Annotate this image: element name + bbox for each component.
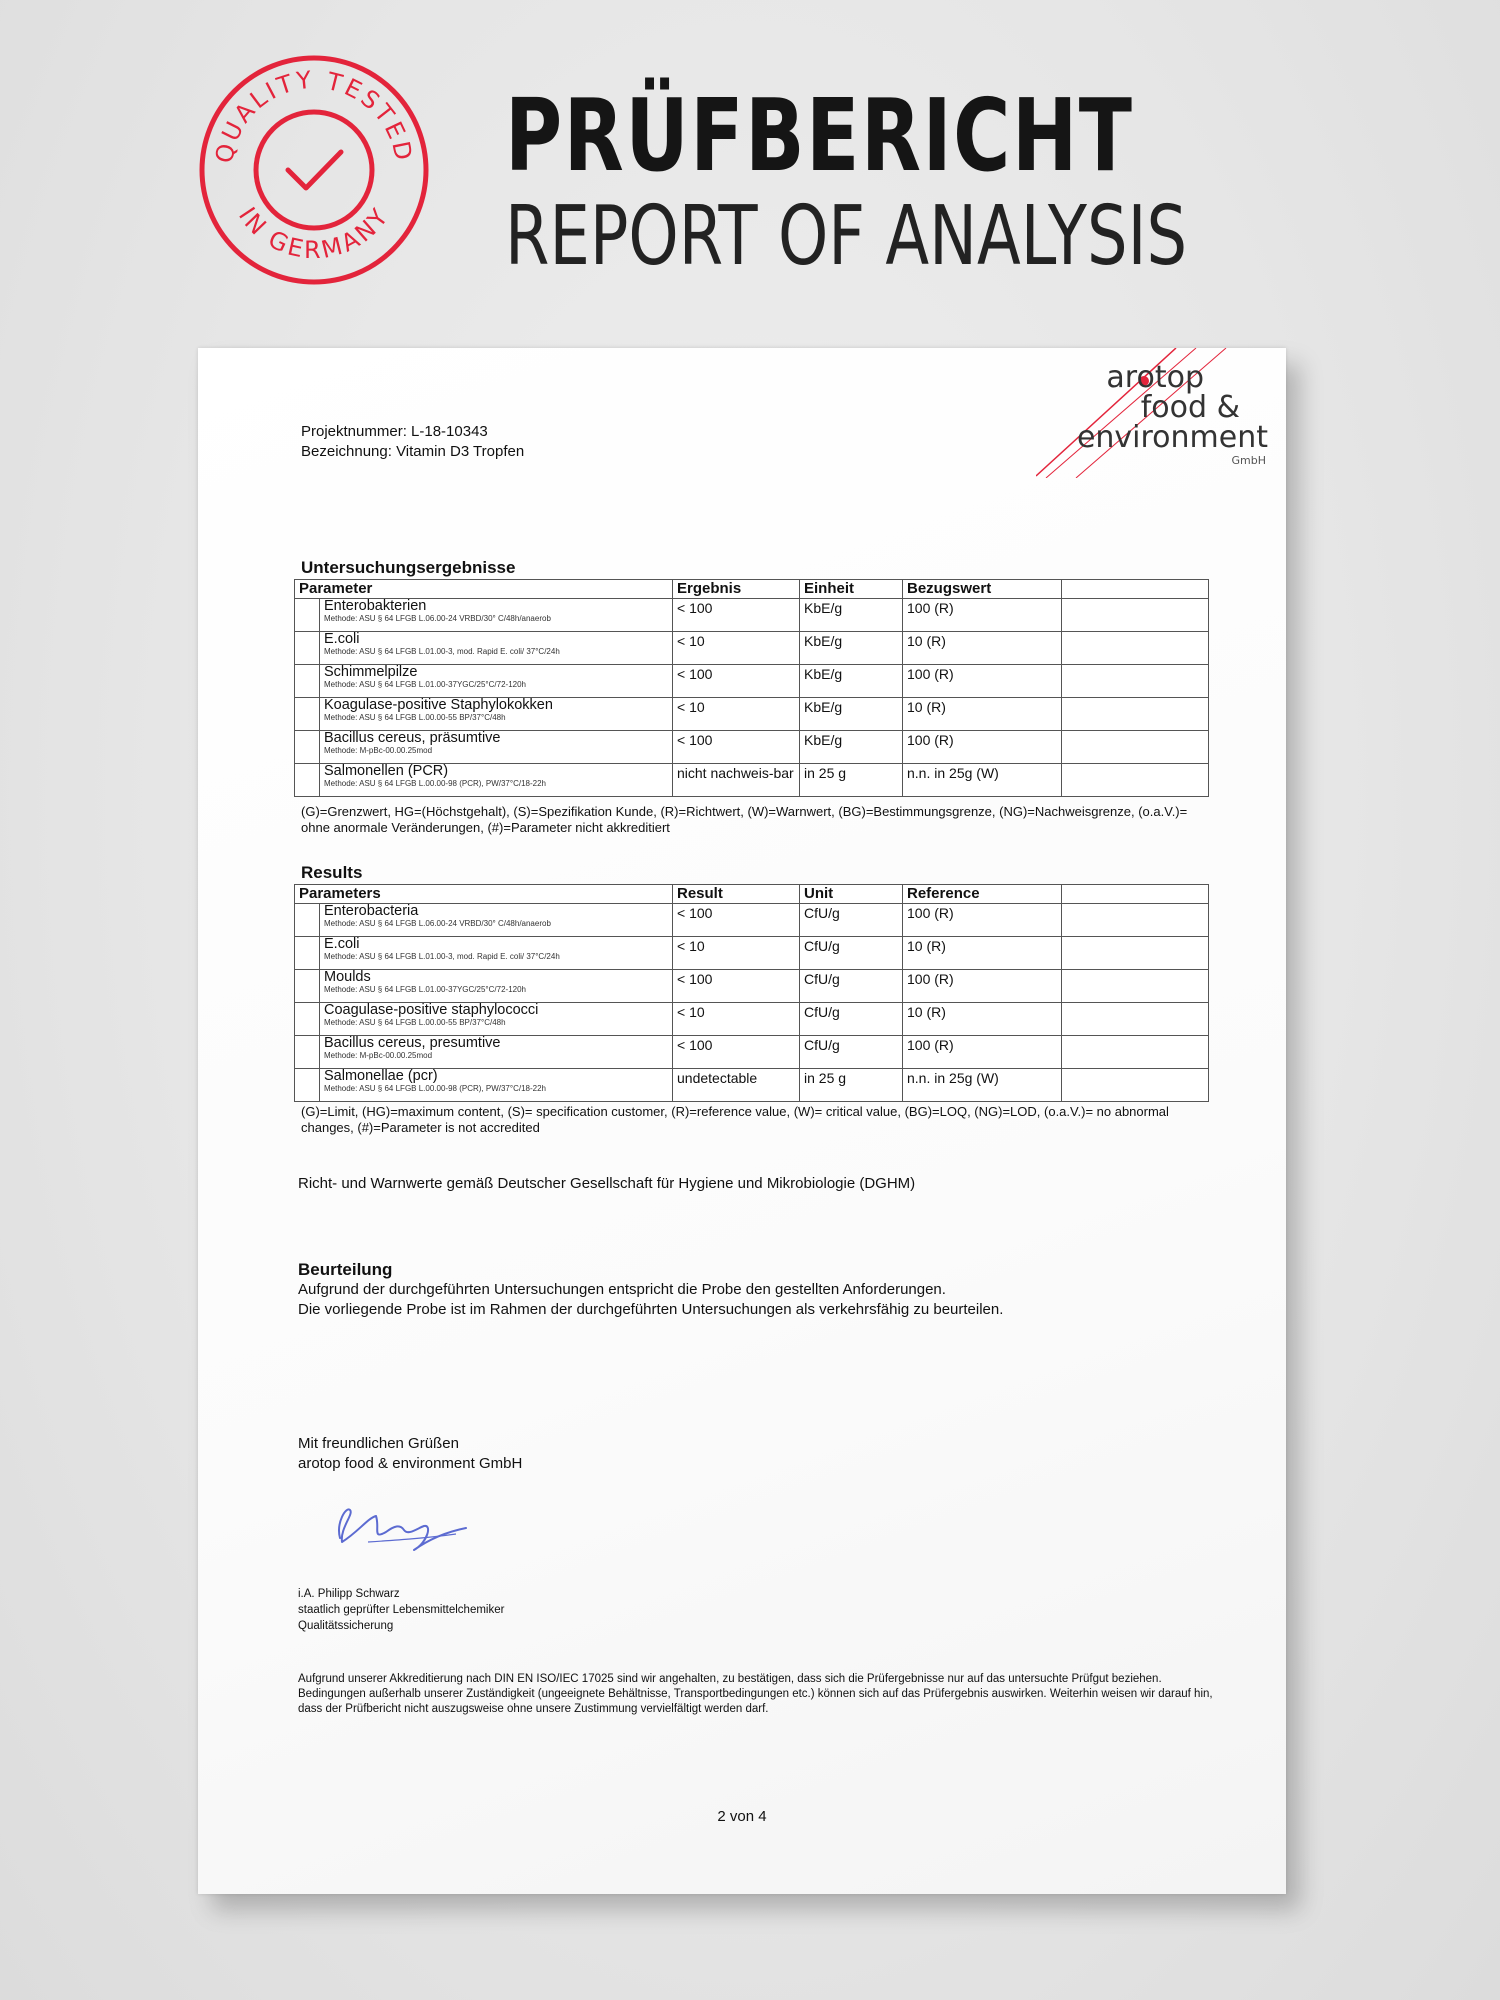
unit-cell: KbE/g — [800, 665, 903, 698]
param-method: Methode: ASU § 64 LFGB L.00.00-55 BP/37°C/48h — [324, 713, 506, 722]
result-cell: < 100 — [673, 970, 800, 1003]
assessment-line-1: Aufgrund der durchgeführten Untersuchungen entspricht die Probe den gestellten Anforderungen. — [298, 1281, 946, 1298]
closing-greeting: Mit freundlichen Grüßen — [298, 1435, 459, 1452]
param-method: Methode: ASU § 64 LFGB L.06.00-24 VRBD/30° C/48h/anaerob — [324, 614, 551, 623]
signer-block — [298, 1586, 504, 1634]
unit-cell: KbE/g — [800, 698, 903, 731]
checkmark-icon — [288, 152, 341, 188]
table-row — [295, 632, 1209, 665]
ref-cell: n.n. in 25g (W) — [903, 1069, 1062, 1102]
ref-cell: n.n. in 25g (W) — [903, 764, 1062, 797]
param-name: Schimmelpilze — [324, 664, 418, 680]
page-subtitle: REPORT OF ANALYSIS — [505, 189, 1188, 284]
param-method: Methode: ASU § 64 LFGB L.06.00-24 VRBD/30° C/48h/anaerob — [324, 919, 551, 928]
results-en-table — [294, 884, 1209, 1102]
table-row — [295, 665, 1209, 698]
closing-company: arotop food & environment GmbH — [298, 1455, 523, 1472]
logo-line-2: food & — [1140, 390, 1240, 425]
ref-cell: 100 (R) — [903, 1036, 1062, 1069]
report-document — [198, 348, 1286, 1894]
result-cell: < 100 — [673, 731, 800, 764]
result-cell: < 10 — [673, 1003, 800, 1036]
param-name: Moulds — [324, 969, 371, 985]
handwritten-signature — [328, 1498, 478, 1563]
col-header: Result — [673, 885, 800, 904]
unit-cell: CfU/g — [800, 970, 903, 1003]
unit-cell: in 25 g — [800, 764, 903, 797]
col-header-empty — [1062, 580, 1209, 599]
param-name: Enterobacteria — [324, 903, 419, 919]
param-name: Coagulase-positive staphylococci — [324, 1002, 539, 1018]
logo-line-4: GmbH — [1231, 454, 1266, 467]
ref-cell: 10 (R) — [903, 937, 1062, 970]
unit-cell: KbE/g — [800, 632, 903, 665]
ref-cell: 100 (R) — [903, 665, 1062, 698]
param-method: Methode: ASU § 64 LFGB L.01.00-3, mod. Rapid E. coli/ 37°C/24h — [324, 952, 560, 961]
table-row — [295, 970, 1209, 1003]
table-row — [295, 904, 1209, 937]
unit-cell: CfU/g — [800, 1036, 903, 1069]
project-info — [301, 422, 524, 462]
page-number: 2 von 4 — [717, 1808, 767, 1825]
table-row — [295, 599, 1209, 632]
param-name: Koagulase-positive Staphylokokken — [324, 697, 553, 713]
assessment-text — [298, 1280, 1218, 1320]
results-en-legend: (G)=Limit, (HG)=maximum content, (S)= specification customer, (R)=reference value, (W)= critical value, (BG)=LOQ, (NG)=LOD, (o.a.V.)= no abnormal changes, (#)=Parameter is not accredited — [301, 1104, 1169, 1135]
dghm-note: Richt- und Warnwerte gemäß Deutscher Gesellschaft für Hygiene und Mikrobiologie (DGHM) — [298, 1175, 916, 1192]
result-cell: < 100 — [673, 1036, 800, 1069]
stamp-text-top: QUALITY TESTED — [209, 65, 419, 166]
stamp-text-bottom: IN GERMANY — [232, 201, 396, 265]
assessment-heading: Beurteilung — [298, 1260, 393, 1279]
ref-cell: 10 (R) — [903, 632, 1062, 665]
table-row — [295, 1069, 1209, 1102]
project-number: Projektnummer: L-18-10343 — [301, 423, 488, 440]
col-header-empty — [1062, 885, 1209, 904]
table-row — [295, 937, 1209, 970]
ref-cell: 100 (R) — [903, 599, 1062, 632]
result-cell: < 100 — [673, 665, 800, 698]
logo-line-1: arotop — [1106, 360, 1204, 395]
col-header: Parameter — [295, 580, 673, 599]
param-method: Methode: ASU § 64 LFGB L.01.00-3, mod. Rapid E. coli/ 37°C/24h — [324, 647, 560, 656]
col-header: Parameters — [295, 885, 673, 904]
param-method: Methode: ASU § 64 LFGB L.00.00-55 BP/37°C/48h — [324, 1018, 506, 1027]
table-row — [295, 1036, 1209, 1069]
svg-text:IN GERMANY — [233, 202, 395, 264]
logo-line-3: environment — [1076, 420, 1268, 455]
col-header: Einheit — [800, 580, 903, 599]
unit-cell: CfU/g — [800, 1003, 903, 1036]
ref-cell: 100 (R) — [903, 970, 1062, 1003]
col-header: Reference — [903, 885, 1062, 904]
param-method: Methode: ASU § 64 LFGB L.01.00-37YGC/25°C/72-120h — [324, 680, 526, 689]
ref-cell: 10 (R) — [903, 1003, 1062, 1036]
table-row — [295, 1003, 1209, 1036]
param-name: E.coli — [324, 631, 360, 647]
table-row — [295, 731, 1209, 764]
param-method: Methode: M-pBc-00.00.25mod — [324, 1051, 433, 1060]
param-name: E.coli — [324, 936, 360, 952]
unit-cell: CfU/g — [800, 904, 903, 937]
assessment-line-2: Die vorliegende Probe ist im Rahmen der durchgeführten Untersuchungen als verkehrsfähig zu beurteilen. — [298, 1301, 1004, 1318]
unit-cell: KbE/g — [800, 599, 903, 632]
unit-cell: in 25 g — [800, 1069, 903, 1102]
signer-title: staatlich geprüfter Lebensmittelchemiker — [298, 1604, 505, 1616]
closing — [298, 1434, 1218, 1474]
signer-dept: Qualitätssicherung — [298, 1620, 394, 1632]
col-header: Bezugswert — [903, 580, 1062, 599]
results-en-heading: Results — [301, 863, 363, 882]
col-header: Unit — [800, 885, 903, 904]
quality-tested-stamp — [196, 52, 432, 288]
param-method: Methode: ASU § 64 LFGB L.00.00-98 (PCR), PW/37°C/18-22h — [324, 1084, 546, 1093]
result-cell: < 10 — [673, 632, 800, 665]
param-method: Methode: ASU § 64 LFGB L.01.00-37YGC/25°C/72-120h — [324, 985, 526, 994]
ref-cell: 100 (R) — [903, 731, 1062, 764]
result-cell: < 10 — [673, 937, 800, 970]
param-name: Bacillus cereus, präsumtive — [324, 730, 501, 746]
page-title: PRÜFBERICHT — [505, 77, 1134, 194]
results-de-heading: Untersuchungsergebnisse — [301, 558, 516, 577]
result-cell: nicht nachweis-bar — [673, 764, 800, 797]
unit-cell: KbE/g — [800, 731, 903, 764]
param-name: Salmonellae (pcr) — [324, 1068, 438, 1084]
param-name: Bacillus cereus, presumtive — [324, 1035, 501, 1051]
signer-name: i.A. Philipp Schwarz — [298, 1588, 400, 1600]
result-cell: < 100 — [673, 599, 800, 632]
ref-cell: 10 (R) — [903, 698, 1062, 731]
company-logo — [1036, 348, 1286, 478]
table-row — [295, 764, 1209, 797]
results-de-legend: (G)=Grenzwert, HG=(Höchstgehalt), (S)=Spezifikation Kunde, (R)=Richtwert, (W)=Warnwert, (BG)=Bestimmungsgrenze, (NG)=Nachweisgrenze, (o.a.V.)= ohne anormale Veränderungen, (#)=Parameter nicht akkreditiert — [301, 804, 1188, 835]
table-row — [295, 698, 1209, 731]
param-name: Enterobakterien — [324, 598, 427, 614]
unit-cell: CfU/g — [800, 937, 903, 970]
project-designation: Bezeichnung: Vitamin D3 Tropfen — [301, 443, 525, 460]
result-cell: < 10 — [673, 698, 800, 731]
svg-text:QUALITY TESTED — [210, 66, 418, 166]
col-header: Ergebnis — [673, 580, 800, 599]
param-name: Salmonellen (PCR) — [324, 763, 449, 779]
ref-cell: 100 (R) — [903, 904, 1062, 937]
result-cell: undetectable — [673, 1069, 800, 1102]
accreditation-disclaimer: Aufgrund unserer Akkreditierung nach DIN EN ISO/IEC 17025 sind wir angehalten, zu bestätigen, dass sich die Prüfergebnisse nur auf das untersuchte Prüfgut beziehen. Bedingungen außerhalb unserer Zuständigkeit (ungeeignete Behältnisse, Transportbedingungen etc.) können sich auf das Prüfergebnis auswirken. Weiterhin weisen wir darauf hin, dass der Prüfbericht nicht auszugsweise ohne unsere Zustimmung vervielfältigt werden darf. — [298, 1673, 1213, 1715]
result-cell: < 100 — [673, 904, 800, 937]
param-method: Methode: ASU § 64 LFGB L.00.00-98 (PCR), PW/37°C/18-22h — [324, 779, 546, 788]
results-de-table — [294, 579, 1209, 797]
param-method: Methode: M-pBc-00.00.25mod — [324, 746, 433, 755]
